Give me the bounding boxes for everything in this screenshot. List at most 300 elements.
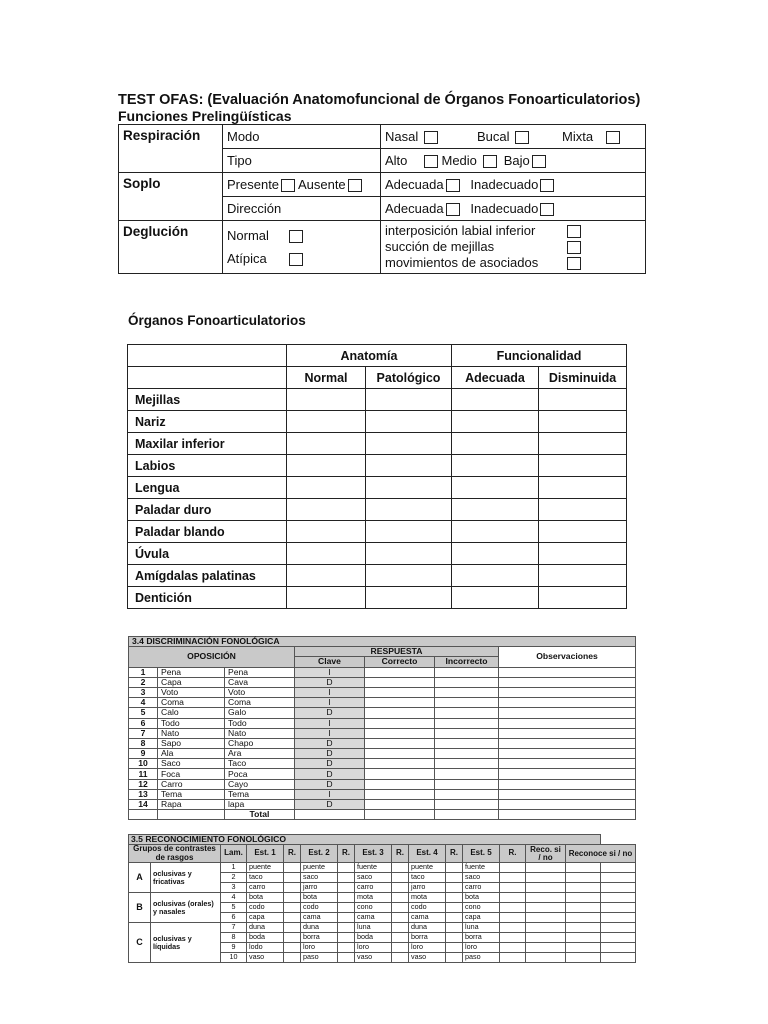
succion-label: succión de mejillas [385,239,495,254]
response-cell[interactable] [500,893,526,903]
clave-value: I [295,667,365,677]
organos-corner-cell [128,345,287,367]
organ-name: Labios [128,455,287,477]
organ-row [128,565,627,587]
response-cell[interactable] [446,863,463,873]
total-label: Total [225,810,295,820]
reconocimiento-header: R. [392,845,409,863]
incorrecto-cell[interactable] [435,677,499,687]
organ-row [128,477,627,499]
response-cell[interactable] [392,933,409,943]
modo-options [381,125,646,149]
response-cell[interactable] [338,923,355,933]
observaciones-cell[interactable] [499,769,636,779]
observaciones-cell[interactable] [499,687,636,697]
clave-value: D [295,708,365,718]
organ-cell[interactable] [452,411,539,433]
presente-checkbox[interactable] [281,179,295,192]
estimulo-word: cama [409,913,446,923]
organ-cell[interactable] [539,543,627,565]
word-b: Coma [225,698,295,708]
response-cell[interactable] [284,923,301,933]
reconoce-cell[interactable] [566,893,601,903]
organ-cell[interactable] [366,389,452,411]
nasal-checkbox[interactable] [424,131,438,144]
response-cell[interactable] [392,893,409,903]
response-cell[interactable] [284,883,301,893]
oposicion-row [129,728,636,738]
bajo-checkbox[interactable] [532,155,546,168]
organ-name: Úvula [128,543,287,565]
organ-cell[interactable] [452,521,539,543]
respiracion-label: Respiración [119,125,223,173]
organ-cell[interactable] [287,433,366,455]
oposicion-row [129,708,636,718]
organ-cell[interactable] [539,565,627,587]
word-b: Ara [225,749,295,759]
incorrecto-cell[interactable] [435,738,499,748]
word-b: Voto [225,687,295,697]
oposicion-row [129,698,636,708]
organ-cell[interactable] [287,521,366,543]
group-description: oclusivas (orales) y nasales [151,893,221,923]
modo-label: Modo [223,125,381,149]
oposicion-row [129,800,636,810]
anatomia-header: Anatomía [287,345,452,367]
total-cell[interactable] [435,810,499,820]
reconocimiento-header: R. [446,845,463,863]
word-a: Tema [158,789,225,799]
organ-cell[interactable] [539,587,627,609]
organ-cell[interactable] [366,477,452,499]
reco-cell[interactable] [526,953,566,963]
organ-row [128,521,627,543]
prelinguistic-table [118,124,646,274]
estimulo-word: paso [301,953,338,963]
oposicion-row [129,738,636,748]
organ-cell[interactable] [287,389,366,411]
organ-cell[interactable] [366,499,452,521]
response-cell[interactable] [392,953,409,963]
reconoce-cell[interactable] [566,953,601,963]
organ-cell[interactable] [452,455,539,477]
clave-value: D [295,738,365,748]
estimulo-word: saco [463,873,500,883]
reconoce-cell[interactable] [600,943,635,953]
incorrecto-cell[interactable] [435,708,499,718]
reconoce-cell[interactable] [566,863,601,873]
normal-checkbox[interactable] [289,230,303,243]
organ-cell[interactable] [539,455,627,477]
organ-cell[interactable] [287,587,366,609]
observaciones-cell[interactable] [499,779,636,789]
estimulo-word: duna [409,923,446,933]
response-cell[interactable] [446,943,463,953]
oposicion-row [129,687,636,697]
observaciones-cell[interactable] [499,759,636,769]
reconocimiento-header: Est. 4 [409,845,446,863]
organ-cell[interactable] [539,521,627,543]
observaciones-cell[interactable] [499,718,636,728]
response-cell[interactable] [446,893,463,903]
word-a: Sapo [158,738,225,748]
observaciones-cell[interactable] [499,749,636,759]
adecuada-checkbox[interactable] [446,179,460,192]
observaciones-cell[interactable] [499,677,636,687]
correcto-cell[interactable] [365,667,435,677]
response-cell[interactable] [500,903,526,913]
incorrecto-cell[interactable] [435,698,499,708]
estimulo-word: saco [301,873,338,883]
reconoce-cell[interactable] [600,903,635,913]
observaciones-cell[interactable] [499,667,636,677]
estimulo-word: saco [355,873,392,883]
reconoce-cell[interactable] [600,953,635,963]
response-cell[interactable] [446,953,463,963]
organ-cell[interactable] [287,499,366,521]
organ-cell[interactable] [539,499,627,521]
response-cell[interactable] [500,883,526,893]
organ-name: Amígdalas palatinas [128,565,287,587]
organ-row [128,587,627,609]
reco-cell[interactable] [526,863,566,873]
organ-cell[interactable] [366,543,452,565]
reconocimiento-header: R. [338,845,355,863]
normal-label: Normal [227,228,269,243]
alto-checkbox[interactable] [424,155,438,168]
patologico-col-header: Patológico [366,367,452,389]
correcto-cell[interactable] [365,708,435,718]
estimulo-word: boda [247,933,284,943]
word-a: Nato [158,728,225,738]
organ-row [128,543,627,565]
organ-cell[interactable] [287,543,366,565]
lamina-number: 9 [221,943,247,953]
observaciones-cell[interactable] [499,789,636,799]
row-number: 5 [129,708,158,718]
total-spacer [129,810,158,820]
response-cell[interactable] [500,933,526,943]
response-cell[interactable] [392,873,409,883]
correcto-cell[interactable] [365,738,435,748]
word-b: Todo [225,718,295,728]
organ-cell[interactable] [366,521,452,543]
response-cell[interactable] [284,933,301,943]
organ-cell[interactable] [287,411,366,433]
response-cell[interactable] [338,883,355,893]
incorrecto-cell[interactable] [435,769,499,779]
estimulo-word: capa [463,913,500,923]
lamina-number: 5 [221,903,247,913]
reconocimiento-header: Lam. [221,845,247,863]
reconoce-cell[interactable] [566,873,601,883]
organ-cell[interactable] [539,433,627,455]
correcto-cell[interactable] [365,800,435,810]
prelinguistic-subtitle: Funciones Prelingüísticas [118,108,292,124]
reconocimiento-row [129,893,636,903]
response-cell[interactable] [500,953,526,963]
reconocimiento-header: Est. 5 [463,845,500,863]
reco-cell[interactable] [526,923,566,933]
reco-cell[interactable] [526,873,566,883]
lamina-number: 6 [221,913,247,923]
reconoce-cell[interactable] [566,933,601,943]
estimulo-word: cono [463,903,500,913]
reconocimiento-header: R. [284,845,301,863]
response-cell[interactable] [284,893,301,903]
word-a: Voto [158,687,225,697]
reconoce-cell[interactable] [600,873,635,883]
oposicion-row [129,779,636,789]
incorrecto-cell[interactable] [435,800,499,810]
word-b: Poca [225,769,295,779]
medio-checkbox[interactable] [483,155,497,168]
estimulo-word: mota [355,893,392,903]
organ-cell[interactable] [539,477,627,499]
estimulo-word: vaso [247,953,284,963]
reconoce-cell[interactable] [566,903,601,913]
reconoce-cell[interactable] [600,933,635,943]
reconoce-cell[interactable] [600,893,635,903]
response-cell[interactable] [338,863,355,873]
observaciones-cell[interactable] [499,708,636,718]
reconoce-cell[interactable] [600,863,635,873]
response-cell[interactable] [500,913,526,923]
response-cell[interactable] [338,953,355,963]
correcto-cell[interactable] [365,769,435,779]
reco-cell[interactable] [526,913,566,923]
direccion-inadecuado-checkbox[interactable] [540,203,554,216]
incorrecto-cell[interactable] [435,728,499,738]
response-cell[interactable] [284,953,301,963]
atipica-checkbox[interactable] [289,253,303,266]
organ-cell[interactable] [287,565,366,587]
soplo-quality [381,173,646,197]
response-cell[interactable] [392,883,409,893]
organ-cell[interactable] [452,389,539,411]
deglucion-type [223,221,381,274]
estimulo-word: duna [247,923,284,933]
word-b: Nato [225,728,295,738]
total-cell[interactable] [365,810,435,820]
response-cell[interactable] [338,873,355,883]
organ-cell[interactable] [452,477,539,499]
response-cell[interactable] [392,923,409,933]
correcto-cell[interactable] [365,759,435,769]
atipica-label: Atípica [227,251,267,266]
response-cell[interactable] [500,943,526,953]
estimulo-word: carro [247,883,284,893]
word-a: Todo [158,718,225,728]
movimientos-label: movimientos de asociados [385,255,539,270]
organ-cell[interactable] [287,477,366,499]
observaciones-cell[interactable] [499,800,636,810]
estimulo-word: codo [409,903,446,913]
reco-cell[interactable] [526,943,566,953]
estimulo-word: borra [409,933,446,943]
correcto-cell[interactable] [365,698,435,708]
reco-cell[interactable] [526,893,566,903]
incorrecto-cell[interactable] [435,718,499,728]
respuesta-header: RESPUESTA [295,647,499,657]
ofas-title: TEST OFAS: (Evaluación Anatomofuncional de Órganos Fonoarticulatorios) [118,92,641,108]
incorrecto-cell[interactable] [435,789,499,799]
organ-cell[interactable] [287,455,366,477]
organ-name: Lengua [128,477,287,499]
soplo-label: Soplo [119,173,223,221]
correcto-cell[interactable] [365,718,435,728]
row-number: 6 [129,718,158,728]
response-cell[interactable] [338,893,355,903]
group-letter: B [129,893,151,923]
reconoce-cell[interactable] [600,913,635,923]
estimulo-word: bota [247,893,284,903]
correcto-cell[interactable] [365,779,435,789]
mixta-checkbox[interactable] [606,131,620,144]
ausente-checkbox[interactable] [348,179,362,192]
response-cell[interactable] [284,903,301,913]
response-cell[interactable] [338,913,355,923]
oposicion-row [129,677,636,687]
response-cell[interactable] [446,883,463,893]
observaciones-cell[interactable] [499,738,636,748]
reconoce-cell[interactable] [566,943,601,953]
direccion-adecuada-checkbox[interactable] [446,203,460,216]
estimulo-word: codo [247,903,284,913]
incorrecto-cell[interactable] [435,667,499,677]
word-a: Carro [158,779,225,789]
response-cell[interactable] [392,863,409,873]
response-cell[interactable] [392,913,409,923]
word-b: Galo [225,708,295,718]
total-cell[interactable] [295,810,365,820]
incorrecto-cell[interactable] [435,749,499,759]
tipo-options [381,149,646,173]
estimulo-word: loro [409,943,446,953]
organ-cell[interactable] [366,587,452,609]
correcto-cell[interactable] [365,677,435,687]
response-cell[interactable] [338,933,355,943]
correcto-cell[interactable] [365,749,435,759]
clave-value: D [295,759,365,769]
movimientos-checkbox[interactable] [567,257,581,270]
estimulo-word: loro [463,943,500,953]
reco-cell[interactable] [526,883,566,893]
reconoce-cell[interactable] [566,913,601,923]
organ-cell[interactable] [452,433,539,455]
incorrecto-cell[interactable] [435,759,499,769]
row-number: 4 [129,698,158,708]
estimulo-word: borra [301,933,338,943]
organ-cell[interactable] [452,565,539,587]
reconoce-cell[interactable] [566,923,601,933]
lamina-number: 2 [221,873,247,883]
response-cell[interactable] [284,913,301,923]
reconoce-cell[interactable] [566,883,601,893]
word-a: Ala [158,749,225,759]
estimulo-word: puente [409,863,446,873]
row-number: 2 [129,677,158,687]
organ-cell[interactable] [366,565,452,587]
observaciones-cell[interactable] [499,728,636,738]
incorrecto-header: Incorrecto [435,657,499,667]
correcto-cell[interactable] [365,789,435,799]
response-cell[interactable] [446,913,463,923]
response-cell[interactable] [500,923,526,933]
bucal-checkbox[interactable] [515,131,529,144]
organ-cell[interactable] [452,543,539,565]
row-number: 1 [129,667,158,677]
organ-row [128,389,627,411]
nasal-label: Nasal [385,128,419,144]
reco-cell[interactable] [526,903,566,913]
response-cell[interactable] [500,863,526,873]
clave-value: I [295,728,365,738]
total-cell[interactable] [499,810,636,820]
estimulo-word: mota [409,893,446,903]
adecuada-label: Adecuada [385,176,444,192]
row-number: 14 [129,800,158,810]
response-cell[interactable] [284,863,301,873]
organ-cell[interactable] [366,455,452,477]
response-cell[interactable] [338,943,355,953]
organ-row [128,433,627,455]
correcto-cell[interactable] [365,687,435,697]
lamina-number: 8 [221,933,247,943]
organ-name: Paladar blando [128,521,287,543]
organ-cell[interactable] [539,389,627,411]
inadecuado-checkbox[interactable] [540,179,554,192]
succion-checkbox[interactable] [567,241,581,254]
response-cell[interactable] [284,873,301,883]
group-letter: C [129,923,151,963]
response-cell[interactable] [446,923,463,933]
observaciones-cell[interactable] [499,698,636,708]
organ-cell[interactable] [452,499,539,521]
correcto-cell[interactable] [365,728,435,738]
reconocimiento-header: Reco. si / no [526,845,566,863]
response-cell[interactable] [392,903,409,913]
response-cell[interactable] [500,873,526,883]
organ-cell[interactable] [366,433,452,455]
word-a: Pena [158,667,225,677]
incorrecto-cell[interactable] [435,779,499,789]
response-cell[interactable] [446,903,463,913]
reconocimiento-header: Reconoce si / no [566,845,636,863]
response-cell[interactable] [446,873,463,883]
estimulo-word: cama [301,913,338,923]
organ-cell[interactable] [452,587,539,609]
response-cell[interactable] [284,943,301,953]
estimulo-word: vaso [409,953,446,963]
response-cell[interactable] [446,933,463,943]
reco-cell[interactable] [526,933,566,943]
interposicion-checkbox[interactable] [567,225,581,238]
response-cell[interactable] [392,943,409,953]
lamina-number: 4 [221,893,247,903]
clave-value: I [295,718,365,728]
incorrecto-cell[interactable] [435,687,499,697]
reconoce-cell[interactable] [600,883,635,893]
reconoce-cell[interactable] [600,923,635,933]
estimulo-word: bota [301,893,338,903]
estimulo-word: taco [409,873,446,883]
organ-cell[interactable] [539,411,627,433]
organ-cell[interactable] [366,411,452,433]
reconocimiento-row [129,863,636,873]
reconocimiento-header: Est. 3 [355,845,392,863]
response-cell[interactable] [338,903,355,913]
